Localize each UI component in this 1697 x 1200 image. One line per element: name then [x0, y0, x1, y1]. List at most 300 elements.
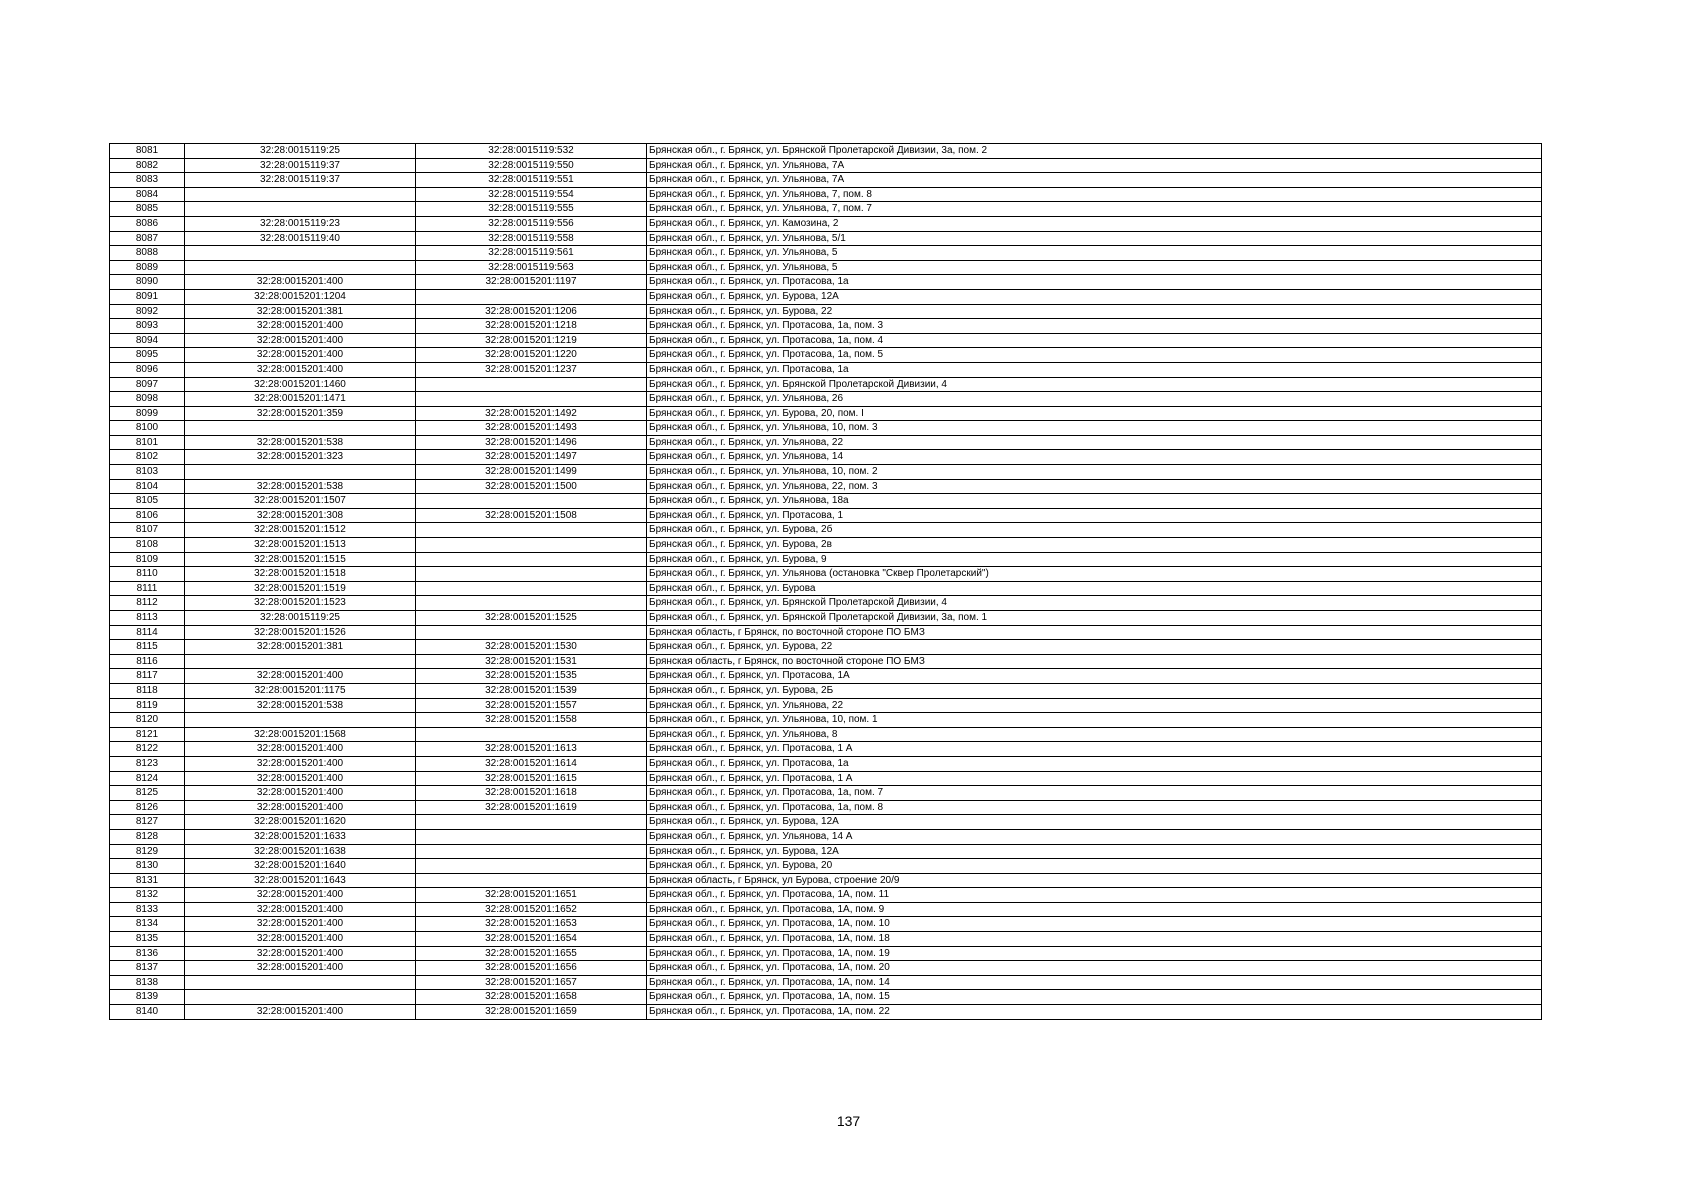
address-cell: Брянская обл., г. Брянск, ул. Ульянова, 7, пом. 7 [647, 202, 1542, 217]
parent-cadastral-number-cell: 32:28:0015201:538 [185, 698, 416, 713]
address-cell: Брянская обл., г. Брянск, ул. Бурова, 20, пом. I [647, 406, 1542, 421]
parent-cadastral-number-cell: 32:28:0015201:400 [185, 756, 416, 771]
row-number-cell: 8105 [110, 494, 185, 509]
parent-cadastral-number-cell: 32:28:0015201:1460 [185, 377, 416, 392]
address-cell: Брянская обл., г. Брянск, ул. Протасова, 1А, пом. 9 [647, 902, 1542, 917]
address-cell: Брянская область, г Брянск, по восточной стороне ПО БМЗ [647, 625, 1542, 640]
object-cadastral-number-cell: 32:28:0015201:1220 [416, 348, 647, 363]
row-number-cell: 8084 [110, 187, 185, 202]
row-number-cell: 8124 [110, 771, 185, 786]
row-number-cell: 8119 [110, 698, 185, 713]
table-row [110, 494, 1542, 509]
table-row [110, 932, 1542, 947]
row-number-cell: 8110 [110, 567, 185, 582]
row-number-cell: 8131 [110, 873, 185, 888]
parent-cadastral-number-cell: 32:28:0015119:37 [185, 158, 416, 173]
address-cell: Брянская обл., г. Брянск, ул. Ульянова, 5 [647, 246, 1542, 261]
row-number-cell: 8127 [110, 815, 185, 830]
address-cell: Брянская обл., г. Брянск, ул. Протасова, 1а, пом. 7 [647, 786, 1542, 801]
object-cadastral-number-cell: 32:28:0015119:558 [416, 231, 647, 246]
object-cadastral-number-cell: 32:28:0015201:1508 [416, 508, 647, 523]
address-cell: Брянская обл., г. Брянск, ул. Ульянова, 7, пом. 8 [647, 187, 1542, 202]
row-number-cell: 8097 [110, 377, 185, 392]
row-number-cell: 8099 [110, 406, 185, 421]
row-number-cell: 8095 [110, 348, 185, 363]
table-row [110, 479, 1542, 494]
row-number-cell: 8115 [110, 640, 185, 655]
parent-cadastral-number-cell [185, 187, 416, 202]
table-row [110, 756, 1542, 771]
parent-cadastral-number-cell: 32:28:0015201:400 [185, 932, 416, 947]
parent-cadastral-number-cell: 32:28:0015119:23 [185, 216, 416, 231]
row-number-cell: 8129 [110, 844, 185, 859]
row-number-cell: 8136 [110, 946, 185, 961]
row-number-cell: 8102 [110, 450, 185, 465]
property-registry-table [109, 143, 1542, 1020]
address-cell: Брянская обл., г. Брянск, ул. Бурова [647, 581, 1542, 596]
parent-cadastral-number-cell: 32:28:0015201:1471 [185, 392, 416, 407]
table-row [110, 727, 1542, 742]
address-cell: Брянская обл., г. Брянск, ул. Ульянова (остановка "Сквер Пролетарский") [647, 567, 1542, 582]
address-cell: Брянская обл., г. Брянск, ул. Брянской Пролетарской Дивизии, 4 [647, 377, 1542, 392]
table-row [110, 844, 1542, 859]
object-cadastral-number-cell: 32:28:0015201:1557 [416, 698, 647, 713]
parent-cadastral-number-cell: 32:28:0015201:381 [185, 640, 416, 655]
address-cell: Брянская обл., г. Брянск, ул. Протасова, 1а [647, 275, 1542, 290]
row-number-cell: 8130 [110, 859, 185, 874]
parent-cadastral-number-cell: 32:28:0015201:1204 [185, 289, 416, 304]
object-cadastral-number-cell: 32:28:0015201:1499 [416, 465, 647, 480]
parent-cadastral-number-cell [185, 990, 416, 1005]
address-cell: Брянская обл., г. Брянск, ул. Протасова, 1А, пом. 22 [647, 1005, 1542, 1020]
row-number-cell: 8125 [110, 786, 185, 801]
address-cell: Брянская обл., г. Брянск, ул. Ульянова, 5/1 [647, 231, 1542, 246]
row-number-cell: 8083 [110, 173, 185, 188]
address-cell: Брянская обл., г. Брянск, ул. Бурова, 2б [647, 523, 1542, 538]
table-row [110, 888, 1542, 903]
object-cadastral-number-cell: 32:28:0015119:550 [416, 158, 647, 173]
parent-cadastral-number-cell: 32:28:0015201:1175 [185, 683, 416, 698]
parent-cadastral-number-cell: 32:28:0015201:1507 [185, 494, 416, 509]
object-cadastral-number-cell: 32:28:0015201:1531 [416, 654, 647, 669]
parent-cadastral-number-cell: 32:28:0015201:400 [185, 319, 416, 334]
parent-cadastral-number-cell: 32:28:0015201:1515 [185, 552, 416, 567]
address-cell: Брянская обл., г. Брянск, ул. Бурова, 22 [647, 640, 1542, 655]
table-row [110, 567, 1542, 582]
object-cadastral-number-cell: 32:28:0015201:1497 [416, 450, 647, 465]
table-row [110, 742, 1542, 757]
object-cadastral-number-cell: 32:28:0015119:532 [416, 144, 647, 159]
parent-cadastral-number-cell: 32:28:0015201:400 [185, 669, 416, 684]
parent-cadastral-number-cell: 32:28:0015201:400 [185, 961, 416, 976]
object-cadastral-number-cell [416, 859, 647, 874]
parent-cadastral-number-cell: 32:28:0015201:1513 [185, 538, 416, 553]
object-cadastral-number-cell: 32:28:0015201:1613 [416, 742, 647, 757]
object-cadastral-number-cell [416, 625, 647, 640]
table-row [110, 581, 1542, 596]
object-cadastral-number-cell [416, 844, 647, 859]
row-number-cell: 8123 [110, 756, 185, 771]
address-cell: Брянская обл., г. Брянск, ул. Протасова, 1а, пом. 5 [647, 348, 1542, 363]
address-cell: Брянская обл., г. Брянск, ул. Ульянова, 14 [647, 450, 1542, 465]
parent-cadastral-number-cell: 32:28:0015119:25 [185, 144, 416, 159]
parent-cadastral-number-cell: 32:28:0015201:359 [185, 406, 416, 421]
object-cadastral-number-cell: 32:28:0015201:1655 [416, 946, 647, 961]
parent-cadastral-number-cell: 32:28:0015201:400 [185, 946, 416, 961]
object-cadastral-number-cell [416, 538, 647, 553]
address-cell: Брянская обл., г. Брянск, ул. Бурова, 12А [647, 815, 1542, 830]
address-cell: Брянская обл., г. Брянск, ул. Протасова, 1а [647, 756, 1542, 771]
row-number-cell: 8091 [110, 289, 185, 304]
object-cadastral-number-cell [416, 567, 647, 582]
parent-cadastral-number-cell: 32:28:0015201:1512 [185, 523, 416, 538]
address-cell: Брянская обл., г. Брянск, ул. Бурова, 2Б [647, 683, 1542, 698]
row-number-cell: 8093 [110, 319, 185, 334]
table-row [110, 406, 1542, 421]
object-cadastral-number-cell [416, 815, 647, 830]
object-cadastral-number-cell: 32:28:0015201:1535 [416, 669, 647, 684]
table-row [110, 275, 1542, 290]
table-row [110, 640, 1542, 655]
object-cadastral-number-cell: 32:28:0015201:1493 [416, 421, 647, 436]
table-row [110, 260, 1542, 275]
table-row [110, 669, 1542, 684]
row-number-cell: 8109 [110, 552, 185, 567]
row-number-cell: 8101 [110, 435, 185, 450]
row-number-cell: 8103 [110, 465, 185, 480]
object-cadastral-number-cell: 32:28:0015119:554 [416, 187, 647, 202]
address-cell: Брянская обл., г. Брянск, ул. Протасова, 1 [647, 508, 1542, 523]
table-row [110, 319, 1542, 334]
table-row [110, 435, 1542, 450]
address-cell: Брянская обл., г. Брянск, ул. Протасова, 1А, пом. 11 [647, 888, 1542, 903]
object-cadastral-number-cell [416, 552, 647, 567]
parent-cadastral-number-cell: 32:28:0015201:400 [185, 742, 416, 757]
parent-cadastral-number-cell [185, 202, 416, 217]
table-row [110, 465, 1542, 480]
table-row [110, 873, 1542, 888]
row-number-cell: 8139 [110, 990, 185, 1005]
parent-cadastral-number-cell: 32:28:0015119:37 [185, 173, 416, 188]
object-cadastral-number-cell: 32:28:0015201:1539 [416, 683, 647, 698]
parent-cadastral-number-cell: 32:28:0015201:400 [185, 786, 416, 801]
parent-cadastral-number-cell: 32:28:0015201:400 [185, 333, 416, 348]
address-cell: Брянская обл., г. Брянск, ул. Ульянова, 14 А [647, 829, 1542, 844]
page-number: 137 [836, 1113, 861, 1129]
table-row [110, 1005, 1542, 1020]
row-number-cell: 8126 [110, 800, 185, 815]
address-cell: Брянская обл., г. Брянск, ул. Протасова, 1А, пом. 18 [647, 932, 1542, 947]
address-cell: Брянская обл., г. Брянск, ул. Ульянова, 10, пом. 3 [647, 421, 1542, 436]
table-row [110, 990, 1542, 1005]
table-row [110, 348, 1542, 363]
object-cadastral-number-cell [416, 289, 647, 304]
parent-cadastral-number-cell: 32:28:0015201:400 [185, 888, 416, 903]
row-number-cell: 8098 [110, 392, 185, 407]
row-number-cell: 8096 [110, 362, 185, 377]
object-cadastral-number-cell: 32:28:0015201:1206 [416, 304, 647, 319]
table-row [110, 800, 1542, 815]
table-row [110, 611, 1542, 626]
parent-cadastral-number-cell: 32:28:0015201:1526 [185, 625, 416, 640]
object-cadastral-number-cell [416, 392, 647, 407]
parent-cadastral-number-cell: 32:28:0015201:1519 [185, 581, 416, 596]
object-cadastral-number-cell: 32:28:0015201:1614 [416, 756, 647, 771]
row-number-cell: 8134 [110, 917, 185, 932]
object-cadastral-number-cell: 32:28:0015119:556 [416, 216, 647, 231]
row-number-cell: 8137 [110, 961, 185, 976]
object-cadastral-number-cell: 32:28:0015201:1500 [416, 479, 647, 494]
object-cadastral-number-cell [416, 581, 647, 596]
object-cadastral-number-cell: 32:28:0015201:1219 [416, 333, 647, 348]
address-cell: Брянская обл., г. Брянск, ул. Камозина, 2 [647, 216, 1542, 231]
row-number-cell: 8113 [110, 611, 185, 626]
address-cell: Брянская обл., г. Брянск, ул. Протасова, 1а, пом. 3 [647, 319, 1542, 334]
address-cell: Брянская обл., г. Брянск, ул. Ульянова, 22, пом. 3 [647, 479, 1542, 494]
address-cell: Брянская обл., г. Брянск, ул. Брянской Пролетарской Дивизии, 4 [647, 596, 1542, 611]
object-cadastral-number-cell: 32:28:0015119:561 [416, 246, 647, 261]
parent-cadastral-number-cell: 32:28:0015119:25 [185, 611, 416, 626]
table-row [110, 333, 1542, 348]
address-cell: Брянская обл., г. Брянск, ул. Протасова, 1А, пом. 15 [647, 990, 1542, 1005]
address-cell: Брянская обл., г. Брянск, ул. Протасова, 1а [647, 362, 1542, 377]
object-cadastral-number-cell: 32:28:0015201:1656 [416, 961, 647, 976]
object-cadastral-number-cell: 32:28:0015201:1618 [416, 786, 647, 801]
table-row [110, 362, 1542, 377]
parent-cadastral-number-cell: 32:28:0015119:40 [185, 231, 416, 246]
table-row [110, 946, 1542, 961]
object-cadastral-number-cell: 32:28:0015201:1496 [416, 435, 647, 450]
parent-cadastral-number-cell: 32:28:0015201:1568 [185, 727, 416, 742]
table-row [110, 902, 1542, 917]
address-cell: Брянская обл., г. Брянск, ул. Бурова, 2в [647, 538, 1542, 553]
table-row [110, 625, 1542, 640]
row-number-cell: 8107 [110, 523, 185, 538]
object-cadastral-number-cell: 32:28:0015201:1658 [416, 990, 647, 1005]
row-number-cell: 8116 [110, 654, 185, 669]
parent-cadastral-number-cell: 32:28:0015201:1518 [185, 567, 416, 582]
table-row [110, 450, 1542, 465]
parent-cadastral-number-cell [185, 654, 416, 669]
address-cell: Брянская обл., г. Брянск, ул. Бурова, 12А [647, 289, 1542, 304]
row-number-cell: 8114 [110, 625, 185, 640]
row-number-cell: 8082 [110, 158, 185, 173]
table-row [110, 392, 1542, 407]
table-row [110, 216, 1542, 231]
object-cadastral-number-cell [416, 523, 647, 538]
address-cell: Брянская обл., г. Брянск, ул. Брянской Пролетарской Дивизии, 3а, пом. 1 [647, 611, 1542, 626]
object-cadastral-number-cell: 32:28:0015201:1652 [416, 902, 647, 917]
address-cell: Брянская обл., г. Брянск, ул. Бурова, 22 [647, 304, 1542, 319]
parent-cadastral-number-cell: 32:28:0015201:538 [185, 479, 416, 494]
address-cell: Брянская обл., г. Брянск, ул. Протасова, 1А, пом. 19 [647, 946, 1542, 961]
address-cell: Брянская обл., г. Брянск, ул. Протасова, 1а, пом. 4 [647, 333, 1542, 348]
table-row [110, 786, 1542, 801]
parent-cadastral-number-cell [185, 713, 416, 728]
object-cadastral-number-cell: 32:28:0015201:1525 [416, 611, 647, 626]
object-cadastral-number-cell [416, 727, 647, 742]
row-number-cell: 8108 [110, 538, 185, 553]
row-number-cell: 8094 [110, 333, 185, 348]
parent-cadastral-number-cell [185, 260, 416, 275]
object-cadastral-number-cell: 32:28:0015201:1653 [416, 917, 647, 932]
address-cell: Брянская обл., г. Брянск, ул. Протасова, 1 А [647, 771, 1542, 786]
table-row [110, 771, 1542, 786]
row-number-cell: 8140 [110, 1005, 185, 1020]
parent-cadastral-number-cell: 32:28:0015201:1638 [185, 844, 416, 859]
row-number-cell: 8122 [110, 742, 185, 757]
row-number-cell: 8089 [110, 260, 185, 275]
address-cell: Брянская обл., г. Брянск, ул. Ульянова, 8 [647, 727, 1542, 742]
object-cadastral-number-cell: 32:28:0015201:1657 [416, 975, 647, 990]
parent-cadastral-number-cell: 32:28:0015201:1643 [185, 873, 416, 888]
row-number-cell: 8111 [110, 581, 185, 596]
address-cell: Брянская обл., г. Брянск, ул. Бурова, 20 [647, 859, 1542, 874]
object-cadastral-number-cell [416, 829, 647, 844]
row-number-cell: 8090 [110, 275, 185, 290]
table-row [110, 231, 1542, 246]
parent-cadastral-number-cell: 32:28:0015201:1640 [185, 859, 416, 874]
object-cadastral-number-cell [416, 873, 647, 888]
address-cell: Брянская обл., г. Брянск, ул. Ульянова, 5 [647, 260, 1542, 275]
row-number-cell: 8104 [110, 479, 185, 494]
table-row [110, 698, 1542, 713]
table-row [110, 552, 1542, 567]
address-cell: Брянская область, г Брянск, по восточной стороне ПО БМЗ [647, 654, 1542, 669]
parent-cadastral-number-cell: 32:28:0015201:400 [185, 902, 416, 917]
table-row [110, 158, 1542, 173]
object-cadastral-number-cell: 32:28:0015201:1197 [416, 275, 647, 290]
parent-cadastral-number-cell: 32:28:0015201:308 [185, 508, 416, 523]
table-row [110, 975, 1542, 990]
object-cadastral-number-cell [416, 377, 647, 392]
parent-cadastral-number-cell [185, 465, 416, 480]
object-cadastral-number-cell: 32:28:0015201:1619 [416, 800, 647, 815]
parent-cadastral-number-cell: 32:28:0015201:400 [185, 362, 416, 377]
parent-cadastral-number-cell: 32:28:0015201:323 [185, 450, 416, 465]
parent-cadastral-number-cell: 32:28:0015201:381 [185, 304, 416, 319]
row-number-cell: 8133 [110, 902, 185, 917]
table-body [110, 144, 1542, 1020]
object-cadastral-number-cell [416, 494, 647, 509]
table-row [110, 917, 1542, 932]
parent-cadastral-number-cell: 32:28:0015201:400 [185, 348, 416, 363]
parent-cadastral-number-cell: 32:28:0015201:400 [185, 800, 416, 815]
parent-cadastral-number-cell: 32:28:0015201:400 [185, 917, 416, 932]
row-number-cell: 8100 [110, 421, 185, 436]
object-cadastral-number-cell: 32:28:0015201:1615 [416, 771, 647, 786]
parent-cadastral-number-cell: 32:28:0015201:1620 [185, 815, 416, 830]
address-cell: Брянская обл., г. Брянск, ул. Бурова, 12А [647, 844, 1542, 859]
object-cadastral-number-cell: 32:28:0015201:1237 [416, 362, 647, 377]
address-cell: Брянская обл., г. Брянск, ул. Протасова, 1А [647, 669, 1542, 684]
address-cell: Брянская обл., г. Брянск, ул. Ульянова, 10, пом. 2 [647, 465, 1542, 480]
row-number-cell: 8121 [110, 727, 185, 742]
table-row [110, 829, 1542, 844]
row-number-cell: 8106 [110, 508, 185, 523]
row-number-cell: 8135 [110, 932, 185, 947]
address-cell: Брянская обл., г. Брянск, ул. Протасова, 1А, пом. 20 [647, 961, 1542, 976]
address-cell: Брянская обл., г. Брянск, ул. Ульянова, 7А [647, 158, 1542, 173]
address-cell: Брянская обл., г. Брянск, ул. Ульянова, 26 [647, 392, 1542, 407]
row-number-cell: 8086 [110, 216, 185, 231]
address-cell: Брянская обл., г. Брянск, ул. Ульянова, 22 [647, 698, 1542, 713]
parent-cadastral-number-cell: 32:28:0015201:538 [185, 435, 416, 450]
table-row [110, 523, 1542, 538]
parent-cadastral-number-cell: 32:28:0015201:400 [185, 1005, 416, 1020]
object-cadastral-number-cell: 32:28:0015201:1654 [416, 932, 647, 947]
address-cell: Брянская обл., г. Брянск, ул. Брянской Пролетарской Дивизии, 3а, пом. 2 [647, 144, 1542, 159]
address-cell: Брянская область, г Брянск, ул Бурова, строение 20/9 [647, 873, 1542, 888]
address-cell: Брянская обл., г. Брянск, ул. Протасова, 1А, пом. 10 [647, 917, 1542, 932]
table-row [110, 377, 1542, 392]
row-number-cell: 8112 [110, 596, 185, 611]
table-row [110, 859, 1542, 874]
address-cell: Брянская обл., г. Брянск, ул. Протасова, 1А, пом. 14 [647, 975, 1542, 990]
address-cell: Брянская обл., г. Брянск, ул. Ульянова, 22 [647, 435, 1542, 450]
table-row [110, 144, 1542, 159]
table-row [110, 538, 1542, 553]
table-row [110, 289, 1542, 304]
object-cadastral-number-cell: 32:28:0015201:1218 [416, 319, 647, 334]
table-row [110, 596, 1542, 611]
table-row [110, 173, 1542, 188]
object-cadastral-number-cell: 32:28:0015119:563 [416, 260, 647, 275]
row-number-cell: 8085 [110, 202, 185, 217]
row-number-cell: 8128 [110, 829, 185, 844]
row-number-cell: 8088 [110, 246, 185, 261]
address-cell: Брянская обл., г. Брянск, ул. Ульянова, 7А [647, 173, 1542, 188]
row-number-cell: 8092 [110, 304, 185, 319]
table-row [110, 202, 1542, 217]
row-number-cell: 8138 [110, 975, 185, 990]
row-number-cell: 8087 [110, 231, 185, 246]
row-number-cell: 8117 [110, 669, 185, 684]
parent-cadastral-number-cell [185, 246, 416, 261]
object-cadastral-number-cell: 32:28:0015201:1558 [416, 713, 647, 728]
address-cell: Брянская обл., г. Брянск, ул. Ульянова, 18а [647, 494, 1542, 509]
parent-cadastral-number-cell [185, 421, 416, 436]
table-row [110, 815, 1542, 830]
object-cadastral-number-cell [416, 596, 647, 611]
address-cell: Брянская обл., г. Брянск, ул. Бурова, 9 [647, 552, 1542, 567]
address-cell: Брянская обл., г. Брянск, ул. Протасова, 1а, пом. 8 [647, 800, 1542, 815]
table-row [110, 421, 1542, 436]
table-row [110, 654, 1542, 669]
parent-cadastral-number-cell: 32:28:0015201:400 [185, 771, 416, 786]
object-cadastral-number-cell: 32:28:0015201:1530 [416, 640, 647, 655]
table-row [110, 713, 1542, 728]
table-row [110, 187, 1542, 202]
parent-cadastral-number-cell: 32:28:0015201:1523 [185, 596, 416, 611]
address-cell: Брянская обл., г. Брянск, ул. Протасова, 1 А [647, 742, 1542, 757]
parent-cadastral-number-cell [185, 975, 416, 990]
table-row [110, 246, 1542, 261]
table-row [110, 683, 1542, 698]
table-row [110, 508, 1542, 523]
table-row [110, 961, 1542, 976]
parent-cadastral-number-cell: 32:28:0015201:400 [185, 275, 416, 290]
row-number-cell: 8120 [110, 713, 185, 728]
row-number-cell: 8132 [110, 888, 185, 903]
object-cadastral-number-cell: 32:28:0015119:555 [416, 202, 647, 217]
address-cell: Брянская обл., г. Брянск, ул. Ульянова, 10, пом. 1 [647, 713, 1542, 728]
table-row [110, 304, 1542, 319]
object-cadastral-number-cell: 32:28:0015201:1659 [416, 1005, 647, 1020]
object-cadastral-number-cell: 32:28:0015119:551 [416, 173, 647, 188]
row-number-cell: 8081 [110, 144, 185, 159]
object-cadastral-number-cell: 32:28:0015201:1651 [416, 888, 647, 903]
